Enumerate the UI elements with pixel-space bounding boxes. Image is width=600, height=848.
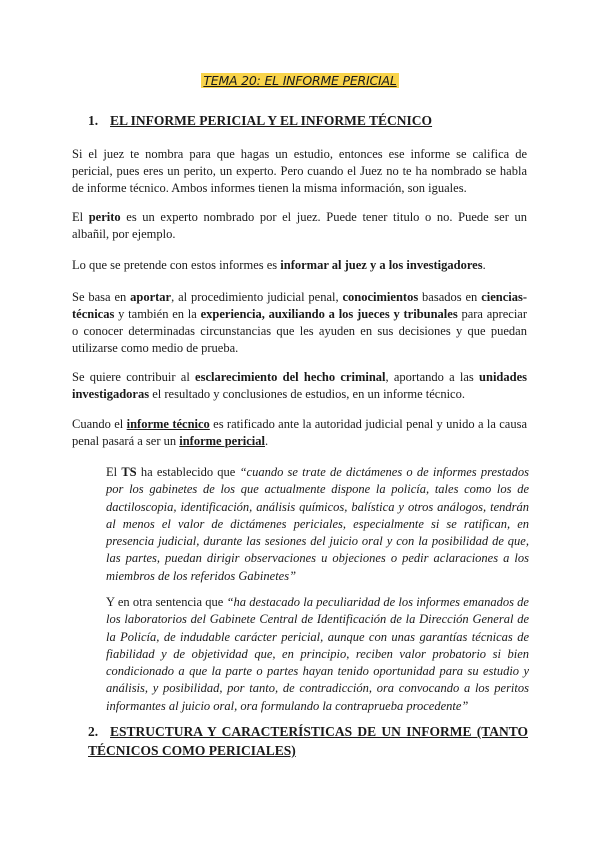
underlined-term: informe pericial <box>179 434 265 448</box>
paragraph-6 <box>72 416 527 450</box>
paragraph-5 <box>72 369 527 403</box>
section-1-number: 1. <box>88 113 99 128</box>
text: Se basa en <box>72 290 131 304</box>
text: basados en <box>418 290 482 304</box>
text: Y en otra sentencia que <box>106 595 227 609</box>
bold-term: conocimientos <box>342 290 419 304</box>
text: para apreciar o conocer determinadas circunstancias que les ayuden en sus decisiones y que puedan utilizarse como medio de prueba. <box>72 307 528 355</box>
text: Se quiere contribuir al <box>72 370 196 384</box>
text: , aportando a las <box>385 370 480 384</box>
italic-quote: “ha destacado la peculiaridad de los informes emanados de los laboratorios del Gabinete Central de Identificación de la Dirección General de la Policía, de indudable carácter pericial, aunque con unas garantías técnicas de fiabilidad y de objetividad que, en principio, reciben valor probatorio si bien condicionado a que la parte o partes hayan tenido oportunidad para su estudio y análisis, y posibilidad, por tanto, de contradicción, ora convocando a los peritos informantes al juicio oral, ora formulando la contraprueba procedente” <box>106 595 529 713</box>
text: , al procedimiento judicial penal, <box>171 290 343 304</box>
bold-term: experiencia, auxiliando a los jueces y tribunales <box>200 307 458 321</box>
paragraph-3 <box>72 257 527 274</box>
paragraph-1: Si el juez te nombra para que hagas un estudio, entonces ese informe se califica de pericial, pues eres un perito, un experto. Pero cuando el Juez no te ha nombrado se habla de informe técnico. Ambos informes tienen la misma información, son iguales. <box>72 147 527 195</box>
text: es un experto nombrado por el juez. Puede tener titulo o no. Puede ser un albañil, por ejemplo. <box>72 210 527 241</box>
paragraph-2 <box>72 209 527 243</box>
quote-block-2 <box>106 594 529 715</box>
text: y también en la <box>114 307 201 321</box>
underlined-term: informe técnico <box>126 417 210 431</box>
text: Lo que se pretende con estos informes es <box>72 258 281 272</box>
text: El <box>72 210 89 224</box>
text: . <box>265 434 269 448</box>
quote-block-1 <box>106 464 529 585</box>
section-2-number: 2. <box>88 724 99 739</box>
text: . <box>482 258 486 272</box>
paragraph-4 <box>72 289 527 357</box>
bold-term: informar al juez y a los investigadores <box>280 258 483 272</box>
italic-quote: “cuando se trate de dictámenes o de informes prestados por los gabinetes de los que actualmente dispone la policía, tales como los de dactiloscopia, identificación, análisis químicos, balística y otros análogos, tendrán al menos el valor de dictámenes periciales, especialmente si se ratifican, en presencia judicial, durante las sesiones del juicio oral y con la posibilidad de que, las partes, puedan dirigir observaciones u objeciones o pedir aclaraciones a los miembros de los referidos Gabinetes” <box>106 465 530 583</box>
section-2-heading <box>88 722 528 760</box>
bold-term: aportar <box>130 290 172 304</box>
bold-term: perito <box>88 210 121 224</box>
title-text: TEMA 20: EL INFORME PERICIAL <box>203 73 397 88</box>
text: Cuando el <box>72 417 127 431</box>
section-1-heading <box>88 111 528 130</box>
bold-term: TS <box>121 465 137 479</box>
section-2-title: ESTRUCTURA Y CARACTERÍSTICAS DE UN INFORME (TANTO TÉCNICOS COMO PERICIALES) <box>88 724 528 758</box>
section-1-title: EL INFORME PERICIAL Y EL INFORME TÉCNICO <box>110 113 433 128</box>
text: ha establecido que <box>136 465 240 479</box>
text: El <box>106 465 122 479</box>
bold-term: unidades investigadoras <box>72 370 527 401</box>
bold-term: ciencias-técnicas <box>72 290 528 321</box>
text: es ratificado ante la autoridad judicial penal y unido a la causa penal pasará a ser un <box>72 417 528 448</box>
text: el resultado y conclusiones de estudios, en un informe técnico. <box>149 387 465 401</box>
bold-term: esclarecimiento del hecho criminal <box>195 370 386 384</box>
document-title <box>0 72 600 90</box>
